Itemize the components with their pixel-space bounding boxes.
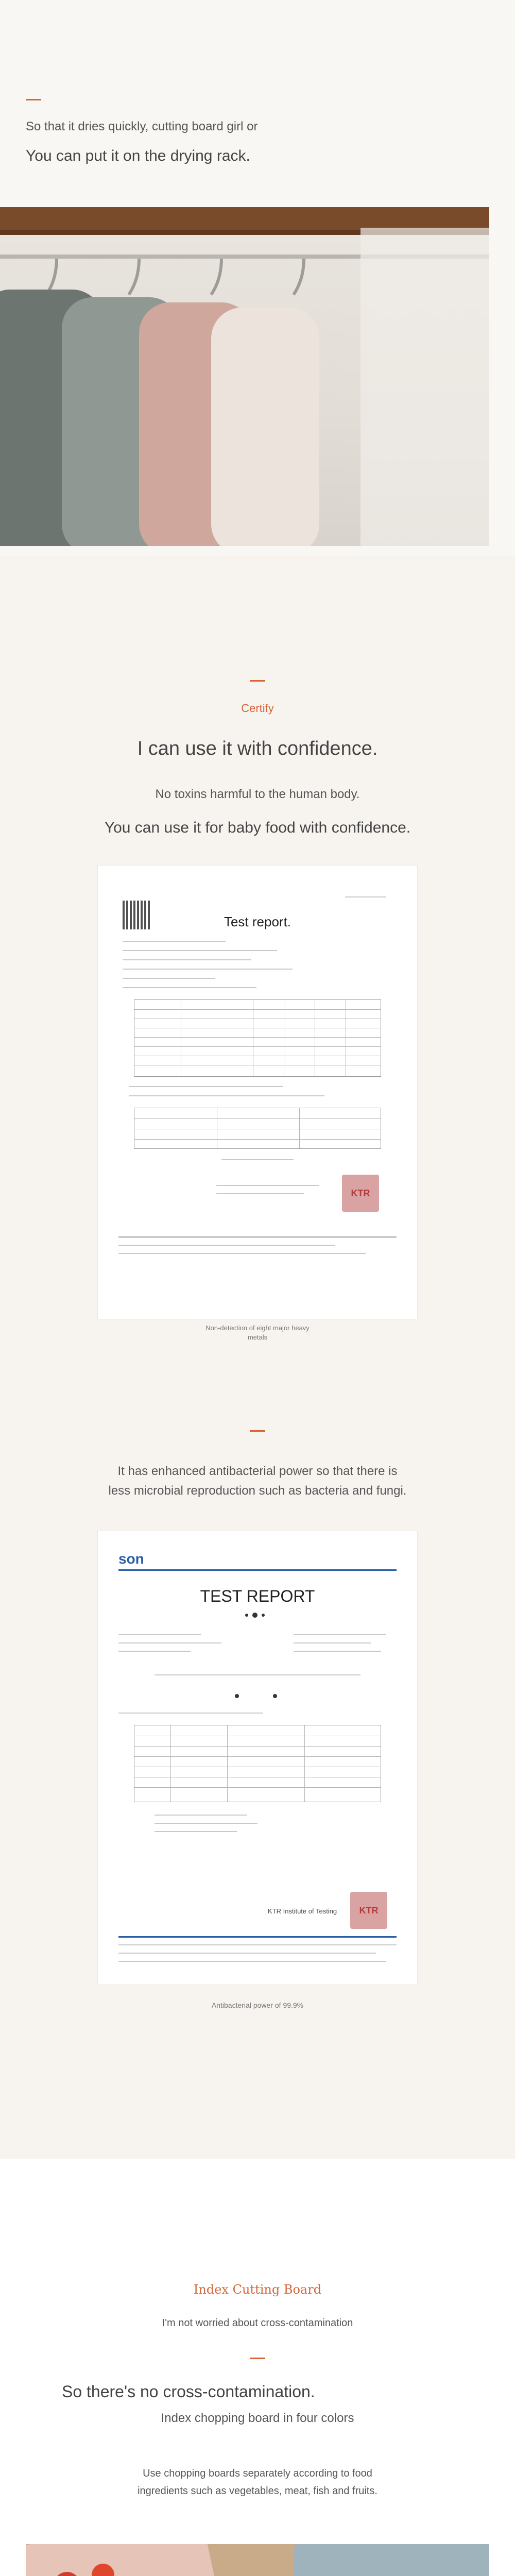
wood-shelf <box>0 207 489 230</box>
accent-dash <box>26 99 41 100</box>
index-title: Index Cutting Board <box>193 2282 322 2297</box>
report2-footer: KTR Institute of Testing <box>268 1907 337 1915</box>
report2-caption: Antibacterial power of 99.9% <box>211 2001 304 2009</box>
report2-table <box>134 1725 381 1802</box>
accent-dash <box>250 1430 265 1432</box>
report1-stamp: KTR <box>342 1175 379 1212</box>
heavy-metal-test-report <box>98 866 417 1319</box>
drying-rack-illustration <box>0 207 489 546</box>
certify-label: Certify <box>241 702 274 715</box>
accent-dash <box>250 680 265 682</box>
report2-logo: son <box>118 1551 144 1567</box>
certify-section <box>0 556 515 1350</box>
report1-caption-line1: Non-detection of eight major heavy <box>205 1324 310 1332</box>
pink-board <box>26 2544 238 2576</box>
report2-stamp: KTR <box>350 1892 387 1929</box>
index-board-section <box>0 2159 515 2576</box>
certify-line1: No toxins harmful to the human body. <box>155 787 360 801</box>
report2-title: TEST REPORT <box>200 1587 315 1605</box>
fish-on-board-photo <box>26 2544 489 2576</box>
index-subtitle: I'm not worried about cross-contamination <box>162 2317 353 2329</box>
board-cream <box>211 308 319 546</box>
index-text-line2: ingredients such as vegetables, meat, fish and fruits. <box>138 2485 377 2497</box>
antibacterial-text-line1: It has enhanced antibacterial power so that there is <box>117 1464 398 1478</box>
antibacterial-text-line2: less microbial reproduction such as bacteria and fungi. <box>108 1484 407 1498</box>
rack-caption-line2: You can put it on the drying rack. <box>26 147 250 164</box>
drying-rack-section <box>0 0 515 556</box>
certify-heading: I can use it with confidence. <box>137 738 378 759</box>
accent-dash <box>250 2358 265 2359</box>
index-heading1: So there's no cross-contamination. <box>62 2382 315 2401</box>
report1-summary-table <box>134 1108 381 1149</box>
report1-caption-line2: metals <box>247 1333 268 1341</box>
antibacterial-section <box>0 1350 515 2159</box>
report1-title: Test report. <box>224 914 291 929</box>
blue-board-back <box>294 2544 489 2576</box>
antibacterial-test-report <box>98 1531 417 1985</box>
report1-table <box>134 999 381 1077</box>
drying-rack-photo <box>0 207 489 546</box>
certify-line2: You can use it for baby food with confidence. <box>104 819 411 836</box>
fish-board-illustration <box>26 2544 489 2576</box>
rack-caption-line1: So that it dries quickly, cutting board girl or <box>26 120 258 133</box>
index-heading2: Index chopping board in four colors <box>161 2411 354 2425</box>
hooks <box>46 259 304 295</box>
index-text-line1: Use chopping boards separately according to food <box>143 2468 372 2479</box>
